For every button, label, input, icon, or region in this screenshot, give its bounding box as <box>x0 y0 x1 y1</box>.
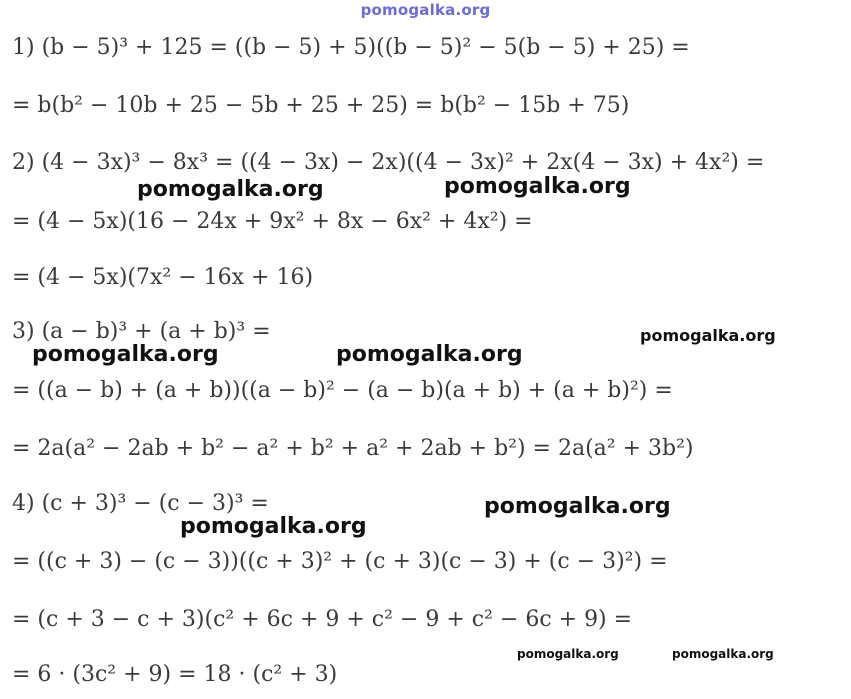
solution-1-line-1: 1) (b − 5)³ + 125 = ((b − 5) + 5)((b − 5)² − 5(b − 5) + 25) = <box>12 35 690 60</box>
solution-4-line-2: = ((c + 3) − (c − 3))((c + 3)² + (c + 3)(c − 3) + (c − 3)²) = <box>12 549 668 574</box>
solution-2-line-2: = (4 − 5x)(16 − 24x + 9x² + 8x − 6x² + 4x²) = <box>12 209 533 234</box>
solution-2-line-1: 2) (4 − 3x)³ − 8x³ = ((4 − 3x) − 2x)((4 − 3x)² + 2x(4 − 3x) + 4x²) = <box>12 150 765 175</box>
watermark: pomogalka.org <box>672 647 774 661</box>
watermark: pomogalka.org <box>640 326 776 345</box>
solution-4-line-1: 4) (c + 3)³ − (c − 3)³ = <box>12 491 269 516</box>
solution-4-line-3: = (c + 3 − c + 3)(c² + 6c + 9 + c² − 9 + c² − 6c + 9) = <box>12 607 633 632</box>
solution-2-line-3: = (4 − 5x)(7x² − 16x + 16) <box>12 265 314 290</box>
watermark: pomogalka.org <box>484 494 671 519</box>
watermark: pomogalka.org <box>32 342 219 367</box>
solution-3-line-3: = 2a(a² − 2ab + b² − a² + b² + a² + 2ab + b²) = 2a(a² + 3b²) <box>12 436 694 461</box>
watermark: pomogalka.org <box>444 174 631 199</box>
watermark: pomogalka.org <box>517 647 619 661</box>
watermark: pomogalka.org <box>137 177 324 202</box>
solution-1-line-2: = b(b² − 10b + 25 − 5b + 25 + 25) = b(b² − 15b + 75) <box>12 93 630 118</box>
solution-4-line-4: = 6 · (3c² + 9) = 18 · (c² + 3) <box>12 662 338 687</box>
watermark: pomogalka.org <box>180 514 367 539</box>
watermark-top: pomogalka.org <box>360 1 491 19</box>
solution-3-line-2: = ((a − b) + (a + b))((a − b)² − (a − b)(a + b) + (a + b)²) = <box>12 378 673 403</box>
solution-3-line-1: 3) (a − b)³ + (a + b)³ = <box>12 319 271 344</box>
watermark: pomogalka.org <box>336 342 523 367</box>
